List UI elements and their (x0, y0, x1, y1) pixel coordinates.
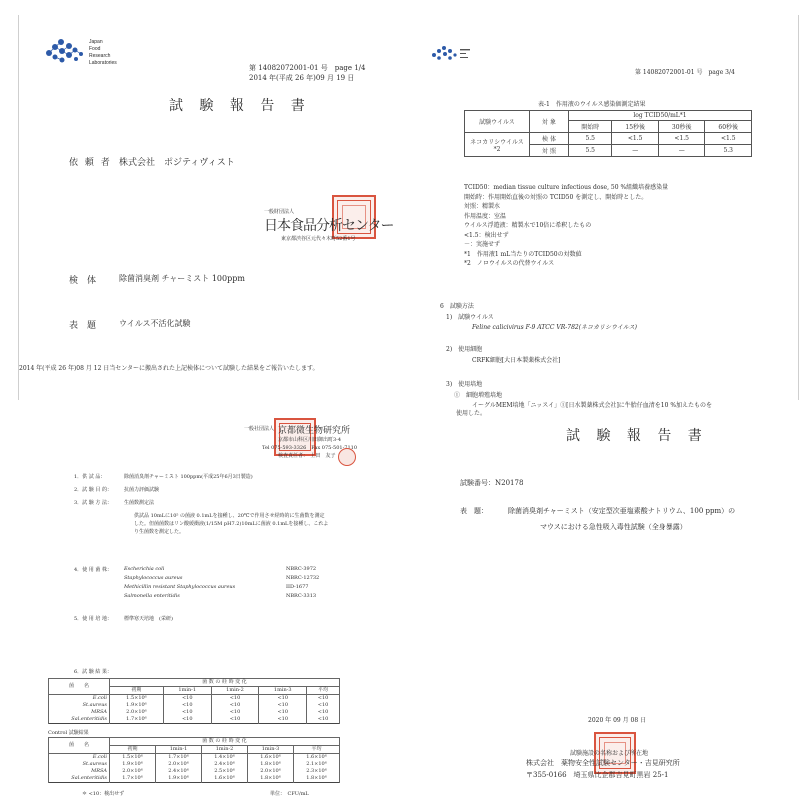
note-line: 対照：精製水 (464, 203, 501, 210)
item-text: 除菌消臭剤チャーミスト 100ppm(平成25年6月3日製造) (124, 474, 253, 480)
note-line: 作用温度：室温 (464, 212, 507, 220)
report-page-toxicity (410, 410, 798, 805)
strain-code: IID-1677 (286, 584, 309, 590)
header-target: 対 象 (530, 111, 569, 133)
cell: — (612, 145, 659, 157)
table-row: St.aureus 1.9×10⁶ <10 <10 <10 <10 (49, 702, 340, 709)
strain-code: NBRC-12732 (286, 575, 320, 581)
jfrl-logo-icon (430, 45, 474, 65)
client-name: 株式会社 ポジティヴィスト (119, 158, 235, 168)
inspector: 検査責任者： 上田 友子 (278, 453, 336, 459)
specimen-label: 検 体 (69, 276, 97, 286)
table-row: Sal.enteritidis 1.7×10⁶ 1.9×10⁶ 1.6×10⁶ 1.8×10⁶ 1.8×10⁶ (49, 775, 340, 783)
page-title: 試 験 報 告 書 (566, 428, 708, 444)
subject-line: 除菌消臭剤チャーミスト（安定型次亜塩素酸ナトリウム、100 ppm）の (508, 507, 736, 515)
method-item: 3) 使用培地 (446, 381, 483, 388)
table-row: Sal.enteritidis 1.7×10⁶ <10 <10 <10 <10 (49, 716, 340, 724)
note-line: －：実施せず (464, 241, 501, 248)
org-address: 京都市山科区川田御出町3-4 (278, 437, 342, 443)
note-line: *2 ノロウイルスの代替ウイルス (464, 260, 555, 267)
virus-name: ネコカリシウイルス*2 (465, 133, 530, 157)
note-line: TCID50：median tissue culture infectious dose, 50 %組織培養感染量 (464, 184, 669, 191)
note-line: ウイルス浮遊液：精製水で10倍に希釈したもの (464, 222, 592, 229)
logo-text: Japan Food Research Laboratories (89, 39, 117, 66)
page-title: 試 験 報 告 書 (169, 98, 311, 114)
cell: 5.5 (569, 133, 612, 145)
strain-name: Escherichia coli (124, 566, 165, 572)
method-detail: イーグルMEM培地「ニッスイ」①[日水製薬株式会社]に牛胎仔血清を10 %加えたものを (472, 402, 713, 409)
org-address: 東京都渋谷区元代々木町52番1号 (281, 236, 356, 242)
header-virus: 試験ウイルス (465, 111, 530, 133)
method-item: 1) 試験ウイルス (446, 314, 494, 321)
cell: <1.5 (612, 133, 659, 145)
method-description: 供試品 10mLに10⁵ の菌液 0.1mLを接種し、20℃で作用させ経時的に生菌数を測定 した。但菌菌数はリン酸緩衝液(1/15M pH7.2)10mLに菌液 0.1mLを接種し、これよ り生菌数を測定した。 (134, 513, 329, 535)
result-table-1: 菌 名 菌 数 の 経 時 変 化 初期 1min-1 1min-2 1min-3 平均 E.coli 1.5×10⁶ <10 <10 <10 <10 St.aureus 1.9×10⁶ <10 <10 <10 <10 MRSA 2.0×10⁶ <10 <10 <10 <10 Sal.enteritidis 1.7×10⁶ <10 <10 <10 <10 (48, 678, 340, 724)
medium-label: 5．使 用 培 地： (74, 616, 112, 622)
method-detail: 使用した。 (456, 410, 487, 417)
results-label: 6．試 験 結 果： (74, 669, 112, 675)
table-row: E.coli 1.5×10⁶ <10 <10 <10 <10 (49, 695, 340, 703)
facility-address: 〒355-0166 埼玉県比企郡吉見町黒岩 25-1 (526, 771, 669, 779)
report-page-3 (410, 15, 799, 400)
strain-name: Salmonella enteritidis (124, 593, 180, 599)
org-name: 日本食品分析センター (264, 218, 394, 234)
facility-name: 株式会社 薬物安全性試験センター・吉見研究所 (526, 759, 680, 767)
method-item: 2) 使用細胞 (446, 346, 483, 353)
client-label: 依 頼 者 (69, 158, 112, 168)
header-unit: log TCID50/mL*1 (569, 111, 752, 121)
specimen-value: 除菌消臭剤 チャーミスト 100ppm (119, 274, 245, 283)
table-row: E.coli 1.5×10⁶ 1.7×10⁶ 1.4×10⁶ 1.6×10⁶ 1.6×10⁶ (49, 754, 340, 762)
cell: — (658, 145, 705, 157)
jfrl-logo-icon (41, 37, 85, 67)
unit-note: 単位： CFU/mL (270, 791, 309, 797)
table-row (465, 133, 752, 145)
method-sub: ① 細胞増殖培地 (454, 392, 503, 399)
test-number: 試験番号：N20178 (460, 479, 524, 487)
header-time: 開始時 (569, 121, 612, 133)
statement: 2014 年(平成 26 年)08 月 12 日当センターに搬出された上記検体について試験した結果をご報告いたします。 (19, 365, 319, 372)
table-notes (464, 183, 668, 269)
strain-name: Staphylococcus aureus (124, 575, 183, 581)
subject-line: マウスにおける急性吸入毒性試験（全身暴露） (540, 523, 687, 531)
virus-titer-table (464, 110, 752, 157)
table-row: St.aureus 1.9×10⁶ 2.0×10⁶ 2.4×10⁶ 1.8×10⁶ 2.1×10⁶ (49, 761, 340, 768)
doc-number: 第 14082072001-01 号 page 3/4 (635, 69, 735, 76)
strains-label: 4．使 用 菌 株： (74, 567, 112, 573)
item-text: 抗菌力評価試験 (124, 487, 160, 493)
strain-name: Methicillin resistant Staphylococcus aureus (124, 584, 236, 590)
item-label: 3．試 験 方 法： (74, 500, 112, 506)
item-text: 生菌数測定法 (124, 500, 155, 506)
note-line: <1.5：検出せず (464, 231, 509, 239)
cell: 5.5 (569, 145, 612, 157)
report-page-kyoto (42, 410, 390, 805)
doc-date: 2014 年(平成 26 年)09 月 19 日 (249, 74, 355, 82)
subject-value: ウイルス不活化試験 (119, 319, 191, 328)
row-target: 対 照 (530, 145, 569, 157)
medium-value: 標準寒天培地 (栄研) (124, 616, 173, 622)
header-time: 60秒後 (705, 121, 752, 133)
table-row: MRSA 2.0×10⁶ 2.4×10⁶ 2.5×10⁶ 2.0×10⁶ 2.3×10⁶ (49, 768, 340, 775)
org-small: 一般社団法人 (244, 426, 275, 432)
method-detail: CRFK細胞[大日本製薬株式会社] (472, 357, 561, 364)
personal-seal (338, 448, 356, 466)
facility-label: 試験施設の名称および所在地 (570, 750, 649, 757)
result-table-2: 菌 名 菌 数 の 経 時 変 化 初期 1min-1 1min-2 1min-3 平均 E.coli 1.5×10⁶ 1.7×10⁶ 1.4×10⁶ 1.6×10⁶ 1.6×10⁶ St.aureus 1.9×10⁶ 2.0×10⁶ 2.4×10⁶ 1.8×10⁶ 2.1×10⁶ MRSA 2.0×10⁶ 2.4×10⁶ 2.5×10⁶ 2.0×10⁶ 2.3×10⁶ Sal.enteritidis 1.7×10⁶ 1.9×10⁶ 1.6×10⁶ 1.8×10⁶ 1.8×10⁶ (48, 737, 340, 783)
control-label: Control 試験結果 (48, 730, 89, 736)
strain-code: NBRC-3313 (286, 593, 317, 599)
note-line: 開始時：作用開始直後の対照の TCID50 を測定し、開始時とした。 (464, 193, 648, 201)
org-tel: Tel 075-593-3326 Fax 075-501-7110 (262, 445, 357, 451)
table-row: MRSA 2.0×10⁶ <10 <10 <10 <10 (49, 709, 340, 716)
strain-code: NBRC-3972 (286, 566, 317, 572)
cell: <1.5 (658, 133, 705, 145)
note-line: *1 作用液1 mL当たりのTCID50の対数値 (464, 250, 582, 258)
subject-label: 表 題： (460, 507, 488, 515)
method-detail: Feline calicivirus F-9 ATCC VR-782(ネコカリシウイルス) (472, 324, 638, 331)
item-label: 1．供 試 品： (74, 474, 106, 480)
org-name: 京都微生物研究所 (278, 426, 351, 436)
header-time: 15秒後 (612, 121, 659, 133)
org-small: 一般財団法人 (264, 209, 295, 215)
subject-label: 表 題 (69, 321, 97, 331)
cell: 5.3 (705, 145, 752, 157)
header-time: 30秒後 (658, 121, 705, 133)
doc-number: 第 14082072001-01 号 page 1/4 (249, 64, 366, 72)
section-heading: 6 試験方法 (440, 303, 474, 310)
row-target: 検 体 (530, 133, 569, 145)
report-page-1 (18, 15, 401, 400)
item-label: 2．試 験 目 的： (74, 487, 112, 493)
cell: <1.5 (705, 133, 752, 145)
footnote: ＊ <10：検出せず (82, 791, 125, 797)
report-date: 2020 年 09 月 08 日 (588, 717, 647, 724)
table-caption: 表-1 作用液のウイルス感染価測定結果 (538, 101, 646, 108)
